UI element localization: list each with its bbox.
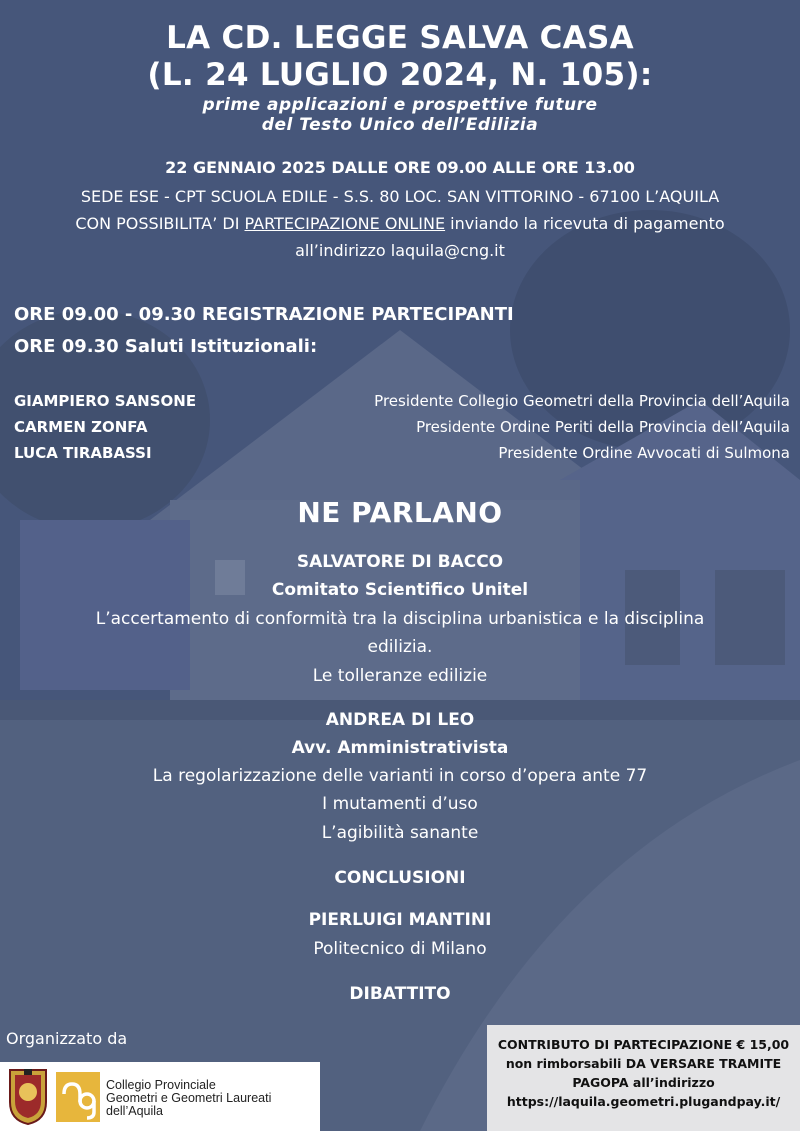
speaker-topic: edilizia.: [367, 637, 433, 657]
contribution-box: [487, 1025, 800, 1131]
online-suffix: inviando la ricevuta di pagamento: [445, 214, 725, 233]
speaker-topic: La regolarizzazione delle varianti in corso d’opera ante 77: [152, 766, 648, 786]
cng-logo-icon: [56, 1072, 100, 1122]
coat-of-arms-icon: [6, 1066, 50, 1126]
speaker-affiliation: Avv. Amministrativista: [291, 738, 509, 758]
subtitle-line2: del Testo Unico dell’Edilizia: [261, 115, 539, 135]
schedule-registration: ORE 09.00 - 09.30 REGISTRAZIONE PARTECIPANTI: [14, 304, 514, 325]
conclusions-heading: CONCLUSIONI: [334, 868, 466, 888]
online-prefix: CON POSSIBILITA’ DI: [75, 214, 245, 233]
speaker-topic: L’accertamento di conformità tra la disciplina urbanistica e la disciplina: [95, 609, 705, 629]
speaker-topic: L’agibilità sanante: [321, 823, 479, 843]
institutional-name: CARMEN ZONFA: [14, 418, 148, 436]
contribution-payment-link[interactable]: https://laquila.geometri.plugandpay.it/: [506, 1094, 781, 1109]
institutional-role: Presidente Ordine Avvocati di Sulmona: [498, 444, 790, 462]
contribution-line3: PAGOPA all’indirizzo: [572, 1075, 715, 1090]
speaker-topic: I mutamenti d’uso: [322, 794, 478, 814]
institutional-name: GIAMPIERO SANSONE: [14, 392, 197, 410]
online-participation-line: [0, 214, 800, 233]
speaker-name: SALVATORE DI BACCO: [296, 552, 504, 572]
event-date: 22 GENNAIO 2025 DALLE ORE 09.00 ALLE ORE 13.00: [165, 158, 635, 177]
conclusions-speaker-name: PIERLUIGI MANTINI: [308, 910, 492, 930]
institutional-role: Presidente Ordine Periti della Provincia dell’Aquila: [416, 418, 790, 436]
organizer-name-line2: Geometri e Geometri Laureati: [106, 1091, 272, 1105]
speakers-heading: NE PARLANO: [297, 496, 503, 529]
debate-heading: DIBATTITO: [349, 984, 451, 1004]
organizer-name-line3: dell’Aquila: [106, 1104, 163, 1118]
schedule-greetings: ORE 09.30 Saluti Istituzionali:: [14, 336, 318, 357]
organizer-logos: [0, 1062, 320, 1131]
organizer-name: [106, 1079, 271, 1118]
page-title-line2: (L. 24 LUGLIO 2024, N. 105):: [147, 57, 653, 93]
organizer-label: Organizzato da: [6, 1029, 128, 1048]
event-venue: SEDE ESE - CPT SCUOLA EDILE - S.S. 80 LOC. SAN VITTORINO - 67100 L’AQUILA: [80, 187, 720, 206]
institutional-role: Presidente Collegio Geometri della Provincia dell’Aquila: [374, 392, 790, 410]
page-title-line1: LA CD. LEGGE SALVA CASA: [166, 20, 634, 56]
online-participation-link[interactable]: PARTECIPAZIONE ONLINE: [244, 214, 446, 233]
organizer-name-line1: Collegio Provinciale: [106, 1078, 216, 1092]
contribution-line2: non rimborsabili DA VERSARE TRAMITE: [505, 1056, 782, 1071]
speaker-topic: Le tolleranze edilizie: [312, 666, 488, 686]
contribution-line1: CONTRIBUTO DI PARTECIPAZIONE € 15,00: [497, 1037, 790, 1052]
conclusions-affiliation: Politecnico di Milano: [313, 939, 487, 959]
email-line: all’indirizzo laquila@cng.it: [295, 241, 505, 260]
speaker-affiliation: Comitato Scientifico Unitel: [271, 580, 529, 600]
subtitle-line1: prime applicazioni e prospettive future: [202, 95, 598, 115]
speaker-name: ANDREA DI LEO: [325, 710, 475, 730]
institutional-name: LUCA TIRABASSI: [14, 444, 152, 462]
